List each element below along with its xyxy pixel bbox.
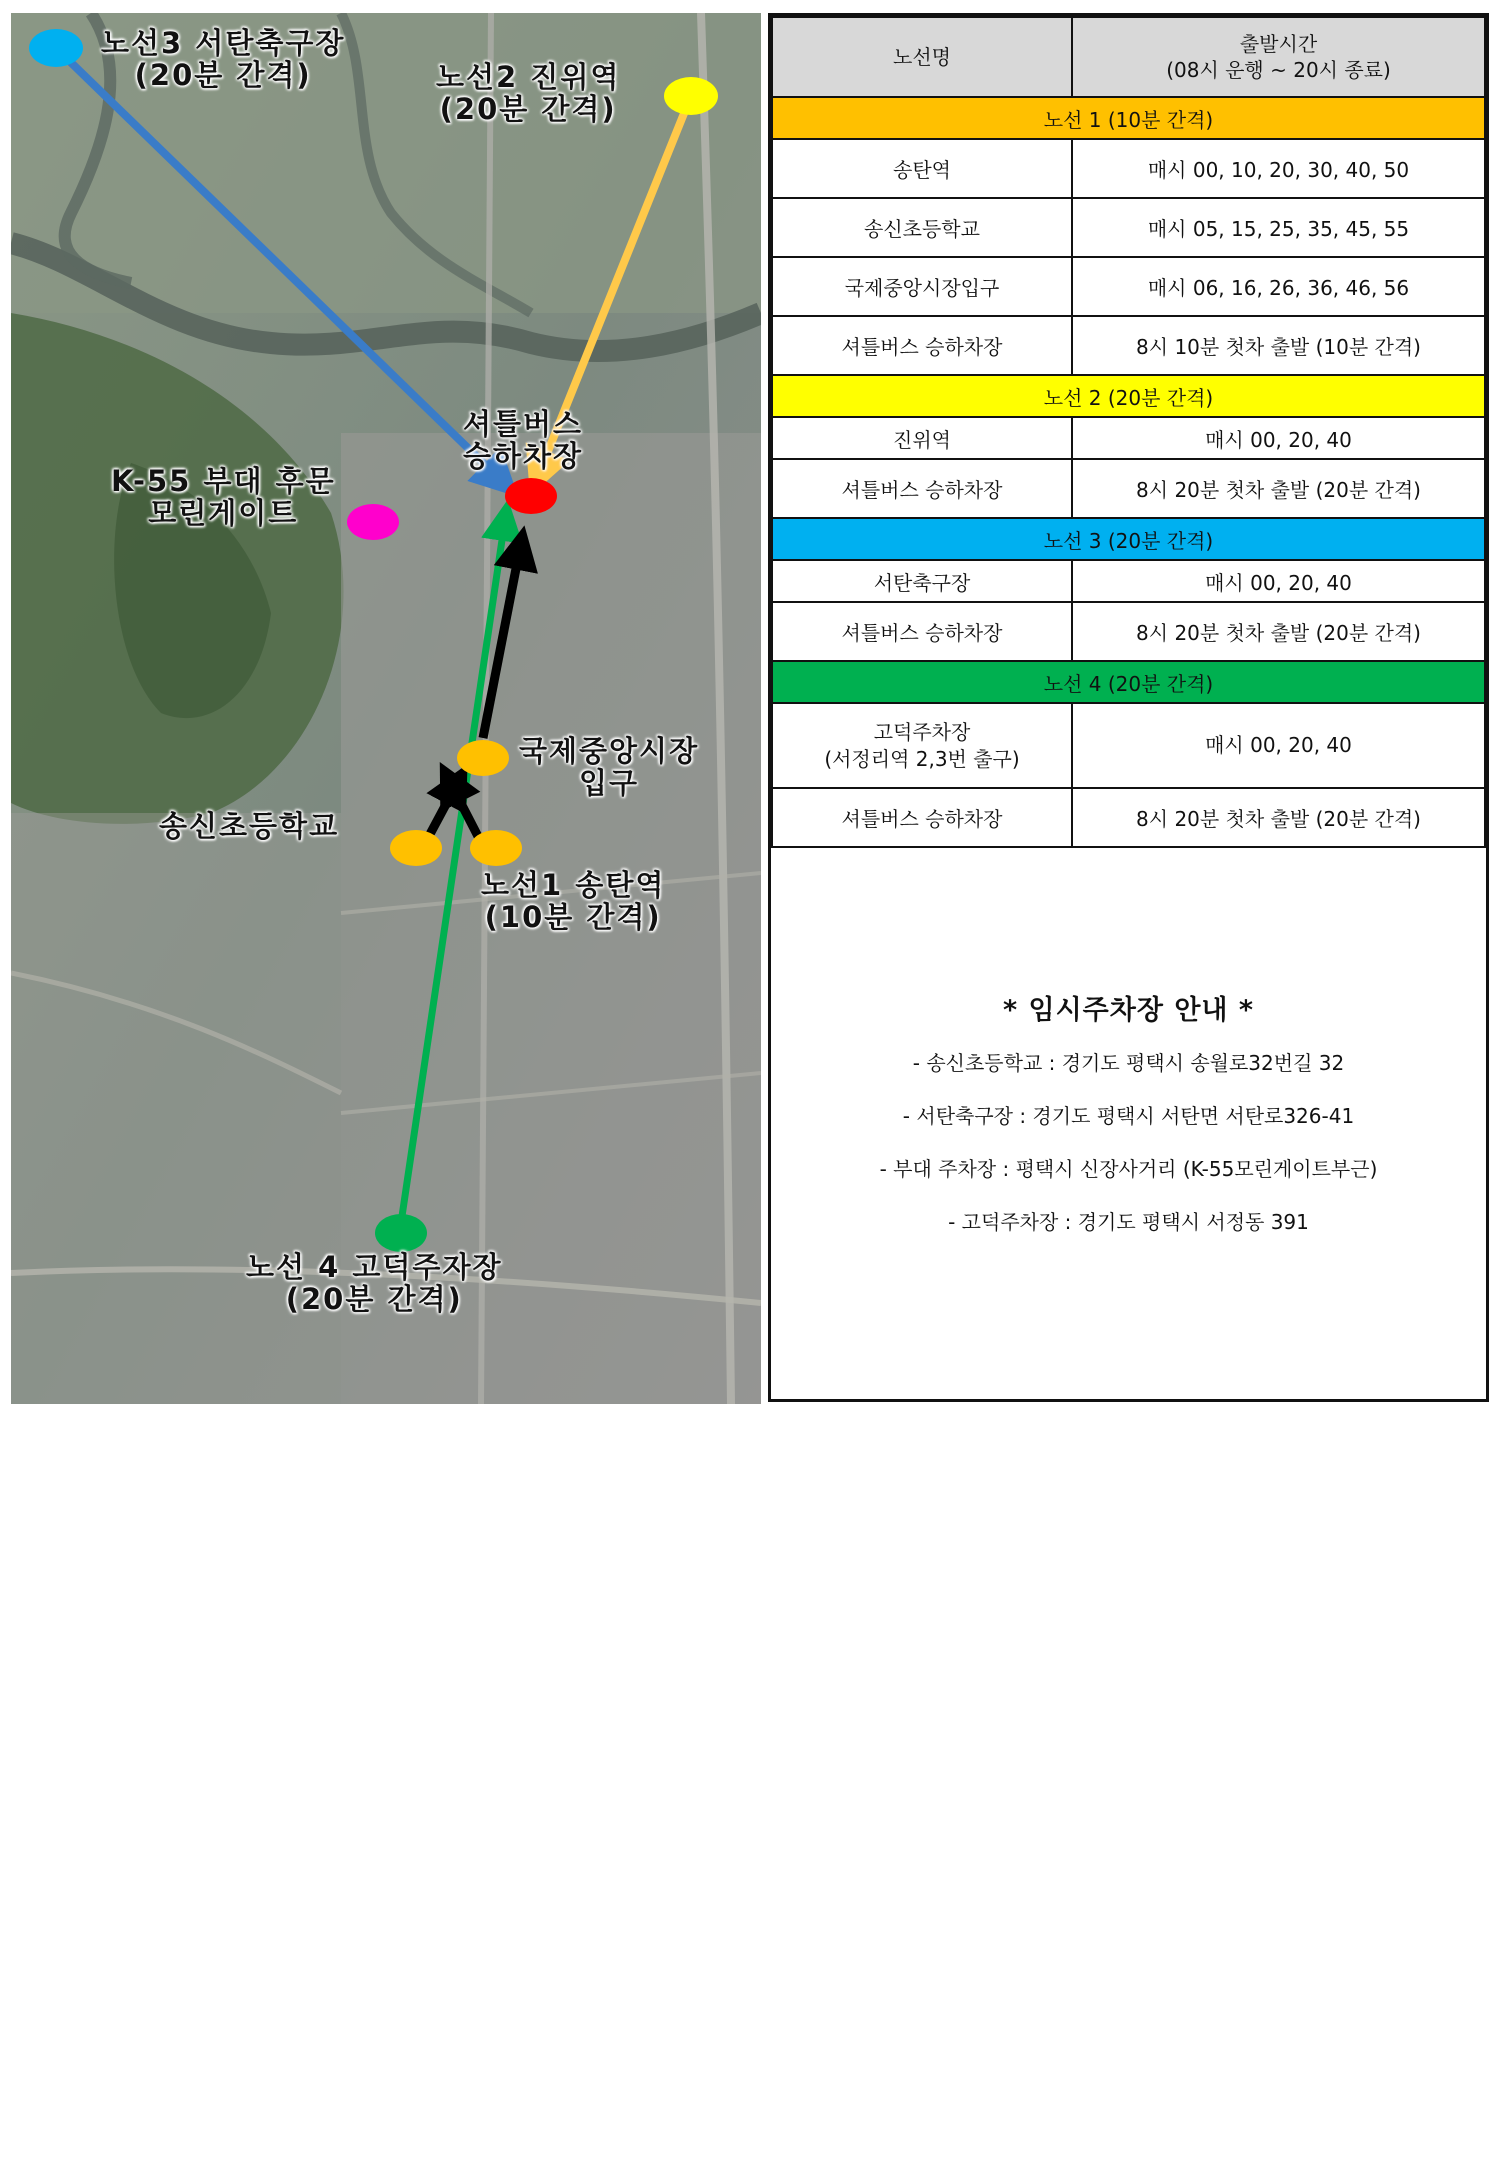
table-row: [772, 257, 1485, 316]
header-departure-line2: (08시 운행 ~ 20시 종료): [1166, 58, 1391, 82]
parking-notice: [771, 988, 1486, 1259]
market-label-line1: 국제중앙시장: [519, 734, 700, 768]
stop-cell: 송탄역: [772, 139, 1072, 198]
stop-cell: 국제중앙시장입구: [772, 257, 1072, 316]
section-route1: [772, 97, 1485, 139]
parking-notice-title: * 임시주차장 안내 *: [1002, 995, 1254, 1026]
map-canvas: [11, 13, 761, 1404]
table-row: [772, 703, 1485, 788]
school-label-text: 송신초등학교: [159, 809, 340, 843]
stop-cell: [772, 703, 1072, 788]
shuttle-stop-marker: [505, 478, 557, 514]
shuttle-label-line1: 셔틀버스: [463, 407, 584, 441]
route2-interval: (20분 간격): [439, 92, 617, 127]
route-map: [11, 13, 761, 1404]
section-route2: [772, 375, 1485, 417]
header-departure-line1: 출발시간: [1239, 32, 1318, 56]
route2-stop-marker: [664, 77, 718, 115]
time-cell: 매시 00, 20, 40: [1072, 703, 1485, 788]
route4-label: [246, 1251, 502, 1316]
route4-name: 노선 4 고덕주자장: [246, 1250, 503, 1284]
table-row: [772, 560, 1485, 602]
time-cell: 매시 05, 15, 25, 35, 45, 55: [1072, 198, 1485, 257]
table-row: [772, 316, 1485, 375]
stop-cell: 셔틀버스 승하차장: [772, 788, 1072, 847]
shuttle-label-line2: 승하차장: [463, 439, 584, 474]
time-cell: 8시 20분 첫차 출발 (20분 간격): [1072, 602, 1485, 661]
stop-cell-line2: (서정리역 2,3번 출구): [824, 746, 1020, 771]
stop-cell: 진위역: [772, 417, 1072, 459]
market-label-line2: 입구: [579, 766, 640, 801]
table-header-row: [772, 17, 1485, 97]
route3-stop-marker: [29, 29, 83, 67]
route4-interval: (20분 간격): [285, 1282, 463, 1317]
route3-name: 노선3 서탄축구장: [101, 26, 346, 60]
section-route3-title: 노선 3 (20분 간격): [772, 518, 1485, 560]
k55-label-line2: 모린게이트: [148, 496, 299, 531]
school-label: [159, 810, 339, 842]
timetable-panel: [768, 13, 1489, 1402]
time-cell: 매시 00, 20, 40: [1072, 560, 1485, 602]
table-row: [772, 602, 1485, 661]
time-cell: 매시 00, 10, 20, 30, 40, 50: [1072, 139, 1485, 198]
route1-interval: (10분 간격): [484, 900, 662, 935]
stop-cell: 셔틀버스 승하차장: [772, 316, 1072, 375]
parking-notice-line: - 고덕주차장 : 경기도 평택시 서정동 391: [948, 1210, 1309, 1234]
songtan-stop-marker: [470, 830, 522, 866]
time-cell: 8시 20분 첫차 출발 (20분 간격): [1072, 788, 1485, 847]
table-row: [772, 198, 1485, 257]
table-row: [772, 459, 1485, 518]
k55-gate-marker: [347, 504, 399, 540]
time-cell: 매시 06, 16, 26, 36, 46, 56: [1072, 257, 1485, 316]
time-cell: 8시 20분 첫차 출발 (20분 간격): [1072, 459, 1485, 518]
section-route4: [772, 661, 1485, 703]
stop-cell: 송신초등학교: [772, 198, 1072, 257]
route4-stop-marker: [375, 1214, 427, 1252]
time-cell: 매시 00, 20, 40: [1072, 417, 1485, 459]
header-route-name: 노선명: [772, 17, 1072, 97]
section-route2-title: 노선 2 (20분 간격): [772, 375, 1485, 417]
stop-cell-line1: 고덕주차장: [873, 719, 971, 744]
market-label: [519, 735, 699, 800]
shuttle-label: [463, 408, 583, 473]
route2-label: [436, 61, 620, 126]
section-route4-title: 노선 4 (20분 간격): [772, 661, 1485, 703]
route3-label: [101, 27, 345, 92]
table-row: [772, 788, 1485, 847]
route1-name: 노선1 송탄역: [481, 868, 666, 902]
school-stop-marker: [390, 830, 442, 866]
table-row: [772, 417, 1485, 459]
section-route1-title: 노선 1 (10분 간격): [772, 97, 1485, 139]
k55-label-line1: K-55 부대 후문: [111, 464, 336, 498]
route2-name: 노선2 진위역: [436, 60, 621, 94]
stop-cell: 서탄축구장: [772, 560, 1072, 602]
parking-notice-line: - 송신초등학교 : 경기도 평택시 송월로32번길 32: [912, 1051, 1345, 1075]
table-row: [772, 139, 1485, 198]
parking-notice-line: - 부대 주차장 : 평택시 신장사거리 (K-55모린게이트부근): [879, 1157, 1378, 1181]
header-departure: [1072, 17, 1485, 97]
time-cell: 8시 10분 첫차 출발 (10분 간격): [1072, 316, 1485, 375]
stop-cell: 셔틀버스 승하차장: [772, 459, 1072, 518]
timetable: [771, 16, 1486, 848]
route3-interval: (20분 간격): [134, 58, 312, 93]
stop-cell: 셔틀버스 승하차장: [772, 602, 1072, 661]
k55-label: [111, 465, 336, 530]
parking-notice-line: - 서탄축구장 : 경기도 평택시 서탄면 서탄로326-41: [902, 1104, 1355, 1128]
route1-label: [481, 869, 665, 934]
market-stop-marker: [457, 740, 509, 776]
section-route3: [772, 518, 1485, 560]
